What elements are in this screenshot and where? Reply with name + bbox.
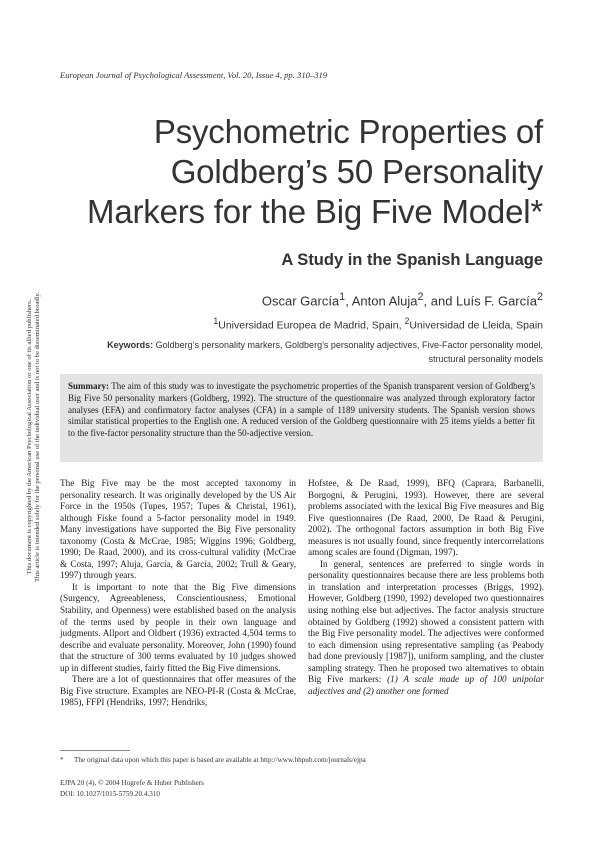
copyright-sidebar <box>4 247 41 627</box>
body-paragraph: It is important to note that the Big Five dimensions (Surgency, Agreeableness, Conscientiousness, Emotional Stability, and Openness) were established based on the analysis of the terms used by people in their own language and judgments. Allport and Oldbert (1936) extracted 4,504 terms to describe and evaluate personality. Moreover, John (1990) found that the structure of 300 terms evaluated by 10 judges showed up in different studies, fairly fitted the Big Five dimensions. <box>60 581 296 673</box>
summary-box <box>60 374 543 462</box>
copyright-notice <box>26 247 42 627</box>
author-list <box>262 291 543 308</box>
body-column-left <box>60 478 296 709</box>
affiliation-1-mark: 1 <box>213 316 219 326</box>
affiliation-2: Universidad de Lleida, Spain <box>409 319 543 332</box>
affiliation-1: Universidad Europea de Madrid, Spain, <box>218 319 405 332</box>
author-separator-1: , <box>345 293 352 309</box>
article-subtitle: A Study in the Spanish Language <box>281 251 543 269</box>
body-text-italic: (1) A scale made up of 100 unipolar adjectives and (2) another one formed <box>308 674 544 696</box>
title-line-1: Psychometric Properties of <box>153 113 543 150</box>
footnote-divider <box>60 750 130 751</box>
author-3-affil: 2 <box>536 291 543 303</box>
copyright-notice-line-2: This article is intended solely for the personal use of the individual user and is not to be disseminated broadly. <box>34 292 41 582</box>
author-2-affil: 2 <box>417 291 424 303</box>
summary-paragraph <box>60 374 543 447</box>
author-2: Anton Aluja <box>351 293 418 309</box>
body-paragraph <box>308 559 544 698</box>
affiliations <box>213 316 543 332</box>
summary-label: Summary: <box>68 381 109 391</box>
body-paragraph: Hofstee, & De Raad, 1999), BFQ (Caprara, Barbanelli, Borgogni, & Perugini, 1993). However, there are several problems associated with the lexical Big Five measures and Big Five questionnaires (De Raad, 2000, De Raad & Perugini, 2002). The orthogonal factors assumption in both Big Five measures is not usually found, since frequently intercorrelations among scales are found (Digman, 1997). <box>308 478 544 558</box>
title-line-3: Markers for the Big Five Model* <box>87 193 543 230</box>
journal-citation: European Journal of Psychological Assessment, Vol. 20, Issue 4, pp. 310–319 <box>60 70 328 80</box>
summary-text: The aim of this study was to investigate the psychometric properties of the Spanish transparent version of Goldberg’s Big Five 50 personality markers (Goldberg, 1992). The structure of the questionnaire was analyzed through exploratory factor analyses (EFA) and confirmatory factor analyses (CFA) in a sample of 1189 university students. The Spanish version shows similar statistical properties to the English one. A reduced version of the Goldberg questionnaire with 25 items yields a better fit to the five-factor personality structure than the 50-adjective version. <box>68 381 535 439</box>
article-title <box>43 112 543 232</box>
keywords-label: Keywords: <box>107 340 154 350</box>
footnote <box>60 756 543 764</box>
author-1: Oscar García <box>261 293 340 309</box>
body-paragraph: The Big Five may be the most accepted taxonomy in personality research. It was originally developed by the US Air Force in the 1950s (Tupes, 1957; Tupes & Christal, 1961), although Fiske found a 5-factor personality model in 1949. Many investigations have supported the Big Five personality taxonomy (Costa & McCrae, 1985; Wiggins 1996; Goldberg, 1990; De Raad, 2000), and its cross-cultural validity (McCrae & Costa, 1997; Aluja, García, & García, 2002; Trull & Geary, 1997) through years. <box>60 478 296 581</box>
keywords <box>103 339 543 366</box>
title-line-2: Goldberg’s 50 Personality <box>170 153 543 190</box>
author-separator-2: , and <box>423 293 457 309</box>
copyright-notice-line-1: This document is copyrighted by the American Psychological Association or one of its allied publishers. <box>26 299 33 575</box>
keywords-text: Goldberg’s personality markers, Goldberg’s personality adjectives, Five-Factor personality model, structural personality models <box>153 340 543 364</box>
footer-copyright: EJPA 20 (4), © 2004 Hogrefe & Huber Publishers <box>60 779 204 787</box>
footnote-mark: * <box>60 756 64 764</box>
footnote-text: The original data upon which this paper is based are available at http://www.hhpub.com/journals/ejpa <box>74 756 366 764</box>
footer-doi: DOI: 10.1027/1015-5759.20.4.310 <box>60 790 161 798</box>
body-paragraph: There are a lot of questionnaires that offer measures of the Big Five structure. Examples are NEO-PI-R (Costa & McCrae, 1985), FFPI (Hendriks, 1997; Hendriks, <box>60 674 296 708</box>
body-column-right <box>308 478 544 697</box>
author-3: Luís F. García <box>456 293 537 309</box>
author-1-affil: 1 <box>339 291 346 303</box>
affiliation-2-mark: 2 <box>404 316 410 326</box>
body-text: In general, sentences are preferred to single words in personality questionnaires because there are less problems both in translation and interpretation processes (Briggs, 1992). However, Goldberg (1990, 1992) developed two questionnaires using nothing else but adjectives. The factor analysis structure obtained by Goldberg (1992) showed a consistent pattern with the Big Five personality model. The adjectives were conformed to each dimension using representative sampling (as Peabody had done previously [1987]), uniform sampling, and the cluster sampling strategy. Then he proposed two alternatives to obtain Big Five markers: <box>308 558 544 685</box>
